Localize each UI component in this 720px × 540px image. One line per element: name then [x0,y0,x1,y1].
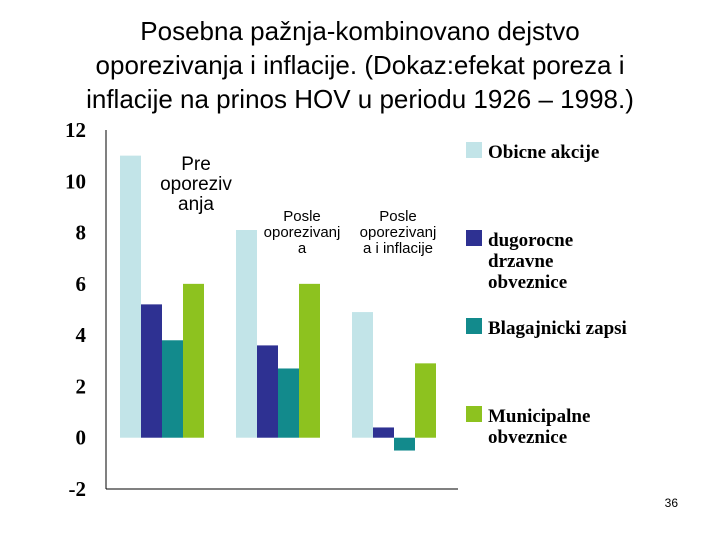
bar [352,312,373,438]
legend-swatch [466,142,482,158]
bar [394,438,415,451]
slide-number: 36 [664,496,678,510]
legend-label: Blagajnicki zapsi [488,318,627,339]
legend-label: Municipalne [488,406,591,427]
slide-title-line: oporezivanja i inflacije. (Dokaz:efekat poreza i [95,50,625,80]
category-label: Posle [283,208,321,225]
legend-label: drzavne [488,251,554,272]
legend-swatch [466,318,482,334]
slide-title-line: inflacije na prinos HOV u periodu 1926 – 1998.) [86,84,634,114]
y-tick-label: 4 [75,323,86,348]
y-tick-label: 10 [65,169,86,194]
category-label: a [297,240,307,257]
bar [299,284,320,438]
legend-label: Obicne akcije [488,142,600,163]
bar [162,340,183,437]
y-tick-label: 0 [75,425,86,450]
y-tick-label: -2 [68,477,86,501]
legend-label: obveznice [488,427,568,448]
bar [373,427,394,437]
category-label: Pre [181,154,211,175]
bar [120,156,141,438]
y-tick-label: 8 [75,220,86,245]
category-label: anja [178,194,214,215]
bar [183,284,204,438]
bar [278,368,299,437]
category-label: a i inflacije [362,240,434,257]
legend-swatch [466,230,482,246]
y-tick-label: 2 [75,374,86,399]
slide-title-line: Posebna pažnja-kombinovano dejstvo [140,16,580,46]
bar [415,363,436,437]
bar [141,304,162,437]
category-label: oporezivanj [263,224,341,241]
category-label: oporezivanj [359,224,437,241]
legend-swatch [466,406,482,422]
bar [236,230,257,438]
category-label: Posle [379,208,417,225]
y-tick-label: 12 [65,118,86,142]
bar [257,345,278,437]
legend-label: obveznice [488,272,568,293]
y-tick-label: 6 [75,271,86,296]
category-label: oporeziv [160,174,232,195]
legend-label: dugorocne [488,230,574,251]
